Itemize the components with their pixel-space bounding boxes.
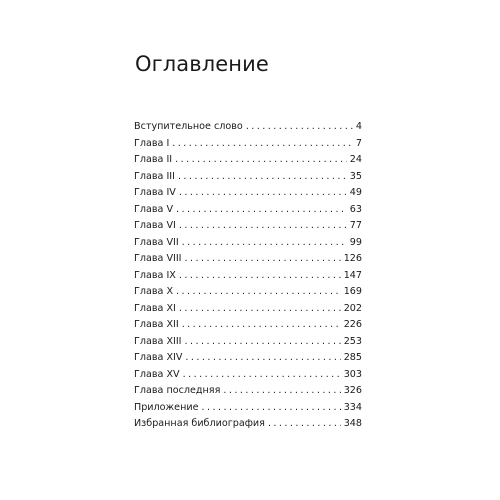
toc-entry-page: 77 [349,220,362,231]
toc-entry [134,369,362,386]
toc-dot-leader [176,286,341,297]
toc-entry-label: Глава I [134,137,170,149]
toc-entry [134,336,362,353]
toc-entry-label: Глава XV [134,368,180,380]
toc-entry-page: 63 [349,203,362,215]
toc-dot-leader [185,336,341,347]
toc-dot-leader [185,253,341,264]
table-of-contents [134,121,362,435]
toc-entry-page: 334 [343,401,362,413]
toc-entry [134,121,362,138]
toc-entry [134,204,362,221]
toc-dot-leader [182,237,347,248]
toc-entry-label: Глава VIII [134,253,182,264]
toc-entry [134,303,362,320]
toc-entry-page: 169 [343,286,362,297]
toc-entry-label: Вступительное слово [134,121,243,132]
toc-dot-leader [179,220,347,231]
toc-entry [134,138,362,155]
toc-entry-page: 24 [349,154,362,165]
toc-entry-page: 4 [355,121,362,132]
toc-entry-label: Глава последняя [134,385,221,396]
toc-dot-leader [172,138,353,149]
toc-entry-label: Глава III [134,170,175,182]
toc-entry-page: 35 [349,170,362,182]
toc-entry-label: Глава XII [134,319,179,330]
toc-entry [134,187,362,204]
toc-entry-label: Глава II [134,154,173,165]
toc-entry-label: Глава V [134,203,174,215]
toc-entry-page: 126 [343,253,362,264]
toc-entry-page: 326 [343,385,362,396]
toc-entry-label: Глава IX [134,269,176,281]
toc-entry [134,418,362,435]
toc-entry [134,253,362,270]
toc-entry [134,352,362,369]
toc-dot-leader [183,369,341,380]
toc-entry-page: 226 [343,319,362,330]
toc-dot-leader [268,418,341,429]
toc-dot-leader [182,319,341,330]
toc-entry-page: 99 [349,236,362,248]
toc-entry-label: Глава X [134,286,174,297]
toc-dot-leader [185,352,340,363]
toc-entry-page: 49 [349,187,362,198]
toc-dot-leader [223,385,340,396]
toc-entry [134,220,362,237]
toc-dot-leader [175,154,347,165]
page-title: Оглавление [135,52,269,77]
toc-entry [134,154,362,171]
toc-entry-page: 202 [343,302,362,314]
toc-entry-label: Глава IV [134,187,176,198]
toc-entry [134,286,362,303]
toc-dot-leader [179,303,341,314]
toc-dot-leader [179,187,347,198]
toc-dot-leader [179,270,341,281]
toc-entry [134,171,362,188]
toc-entry-page: 253 [343,335,362,347]
toc-entry-page: 7 [355,137,362,149]
toc-entry-label: Приложение [134,401,199,413]
toc-entry-label: Глава XIV [134,352,183,363]
toc-entry-label: Избранная библиография [134,418,265,429]
toc-dot-leader [202,402,341,413]
toc-entry-page: 285 [343,352,362,363]
toc-entry-page: 147 [343,269,362,281]
toc-entry [134,402,362,419]
toc-entry [134,319,362,336]
toc-entry [134,237,362,254]
toc-entry-page: 348 [343,418,362,429]
toc-dot-leader [176,204,347,215]
toc-entry-label: Глава XI [134,302,176,314]
toc-dot-leader [246,121,353,132]
toc-entry-label: Глава XIII [134,335,182,347]
toc-entry-label: Глава VII [134,236,179,248]
toc-entry-page: 303 [343,368,362,380]
toc-entry-label: Глава VI [134,220,176,231]
toc-entry [134,385,362,402]
toc-dot-leader [178,171,347,182]
toc-entry [134,270,362,287]
